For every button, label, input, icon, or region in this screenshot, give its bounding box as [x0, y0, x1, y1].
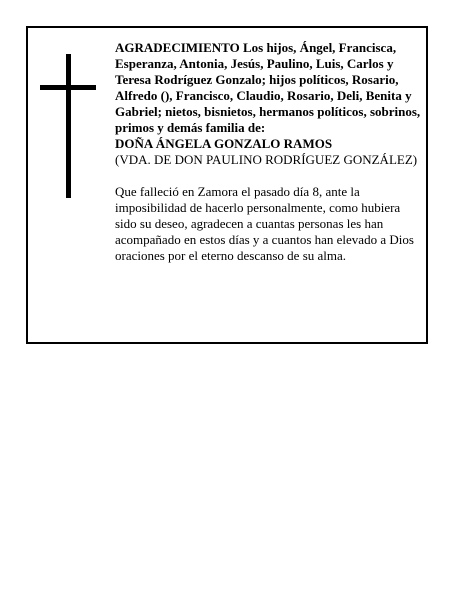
- cross-horizontal-bar: [40, 85, 96, 90]
- notice-text-block: [115, 40, 421, 264]
- latin-cross-icon: [40, 54, 96, 198]
- obituary-notice: [26, 26, 428, 344]
- thanks-paragraph: Que falleció en Zamora el pasado día 8, ante la imposibilidad de hacerlo personalmente, como hubiera sido su deseo, agradecen a cuantas personas les han acompañado en estos días y a cuantos han elevado a Dios oraciones por el eterno descanso de su alma.: [115, 184, 414, 263]
- acknowledgement-intro: AGRADECIMIENTO Los hijos, Ángel, Francisca, Esperanza, Antonia, Jesús, Paulino, Luis, Carlos y Teresa Rodríguez Gonzalo; hijos políticos, Rosario, Alfredo (), Francisco, Claudio, Rosario, Deli, Benita y Gabriel; nietos, bisnietos, hermanos políticos, sobrinos, primos y demás familia de:: [115, 40, 421, 135]
- widow-of-line: (VDA. DE DON PAULINO RODRÍGUEZ GONZÁLEZ): [115, 152, 418, 167]
- cross-vertical-bar: [66, 54, 71, 198]
- deceased-name: DOÑA ÁNGELA GONZALO RAMOS: [115, 136, 333, 151]
